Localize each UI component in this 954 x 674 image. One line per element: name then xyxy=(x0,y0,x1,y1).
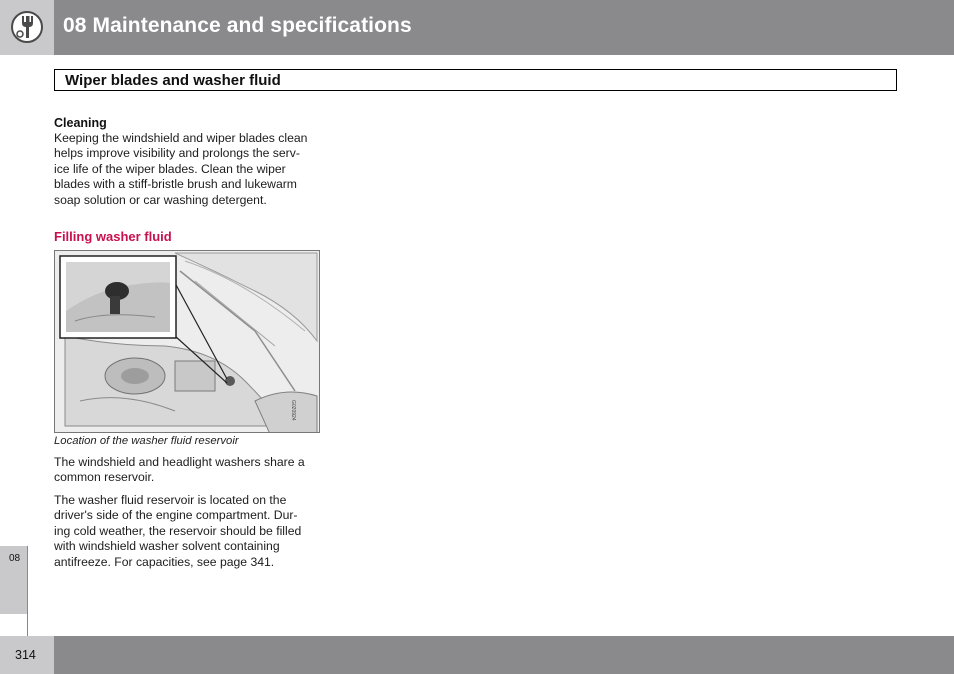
text-line: The windshield and headlight washers share a xyxy=(54,455,305,469)
cleaning-paragraph xyxy=(54,131,322,208)
washers-share-paragraph xyxy=(54,455,322,486)
text-line: helps improve visibility and prolongs the serv- xyxy=(54,146,300,161)
page-number: 314 xyxy=(15,648,36,662)
text-line: antifreeze. For capacities, see page 341. xyxy=(54,554,275,569)
filling-washer-fluid-heading: Filling washer fluid xyxy=(54,229,172,244)
text-line: soap solution or car washing detergent. xyxy=(54,192,267,207)
text-line: driver's side of the engine compartment. Dur- xyxy=(54,508,298,523)
text-line: ice life of the wiper blades. Clean the wiper xyxy=(54,161,286,176)
text-line: with windshield washer solvent containing xyxy=(54,539,280,554)
wrench-gear-icon xyxy=(10,10,44,44)
text-line: The washer fluid reservoir is located on the xyxy=(54,493,287,507)
text-line: blades with a stiff-bristle brush and lukewarm xyxy=(54,177,297,192)
section-title: Wiper blades and washer fluid xyxy=(65,72,281,89)
text-line: ing cold weather, the reservoir should be filled xyxy=(54,523,302,538)
text-line: common reservoir. xyxy=(54,470,155,485)
chapter-title: 08 Maintenance and specifications xyxy=(63,14,412,37)
chapter-side-tab xyxy=(0,546,28,614)
figure-caption: Location of the washer fluid reservoir xyxy=(54,435,239,447)
washer-reservoir-illustration xyxy=(54,250,320,433)
footer-bar xyxy=(54,636,954,674)
chapter-tab-label: 08 xyxy=(9,553,21,564)
chapter-icon-box xyxy=(0,0,54,55)
engine-compartment-drawing xyxy=(55,251,320,433)
section-title-box xyxy=(54,69,897,91)
figure-code: G020924 xyxy=(290,400,296,421)
side-divider xyxy=(27,614,28,636)
reservoir-location-paragraph xyxy=(54,493,322,570)
cleaning-heading: Cleaning xyxy=(54,116,107,130)
text-line: Keeping the windshield and wiper blades clean xyxy=(54,131,308,145)
